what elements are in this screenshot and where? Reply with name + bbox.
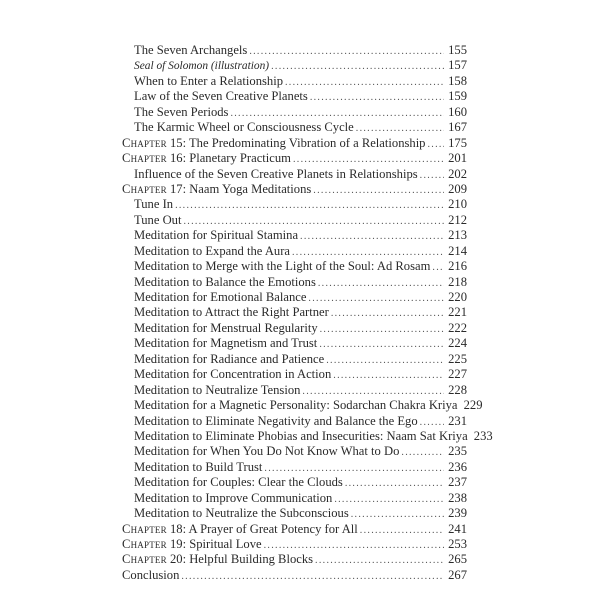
page-number: 224 <box>448 336 467 351</box>
toc-entry <box>122 414 467 429</box>
page-number: 167 <box>448 120 467 135</box>
dot-leader <box>432 260 444 275</box>
entry-text: 15: The Predominating Vibration of a Relationship <box>169 135 426 150</box>
page-number: 175 <box>448 135 467 150</box>
toc-entry <box>122 398 483 413</box>
page-number: 218 <box>448 274 467 289</box>
toc-entry-title <box>134 59 269 74</box>
toc-entry-title <box>122 136 425 151</box>
entry-text: Meditation to Improve Communication <box>134 490 333 505</box>
dot-leader <box>401 445 444 460</box>
toc-entry-title <box>122 537 262 552</box>
toc-entry <box>122 43 467 58</box>
dot-leader <box>320 322 444 337</box>
toc-entry-title <box>134 383 300 398</box>
entry-text: Meditation to Balance the Emotions <box>134 274 316 289</box>
entry-text: Meditation for Radiance and Patience <box>134 351 325 366</box>
toc-entry-title <box>134 367 331 382</box>
toc-entry <box>122 74 467 89</box>
toc-entry-title <box>134 244 290 259</box>
entry-text: When to Enter a Relationship <box>134 73 283 88</box>
entry-text: The Seven Periods <box>134 104 229 119</box>
toc-entry <box>122 213 467 228</box>
dot-leader <box>249 44 444 59</box>
toc-entry-title <box>134 89 308 104</box>
toc-entry-title <box>134 74 283 89</box>
page-number: 213 <box>448 228 467 243</box>
chapter-label: Chapter <box>122 151 167 166</box>
entry-text: Meditation to Eliminate Phobias and Insecurities: Naam Sat Kriya <box>134 428 468 443</box>
dot-leader <box>326 353 444 368</box>
page-number: 229 <box>463 398 483 413</box>
page-number: 222 <box>448 320 467 335</box>
entry-text: Meditation to Neutralize the Subconscious <box>134 506 349 521</box>
chapter-label: Chapter <box>122 552 167 567</box>
toc-entry-title <box>134 105 228 120</box>
page-number: 158 <box>448 73 467 88</box>
entry-text: The Seven Archangels <box>134 43 248 57</box>
toc-entry <box>122 460 467 475</box>
toc-entry-title <box>134 475 343 490</box>
page-number: 160 <box>448 104 467 119</box>
toc-entry <box>122 491 467 506</box>
dot-leader <box>310 90 444 105</box>
dot-leader <box>319 337 444 352</box>
toc-entry-title <box>134 228 298 243</box>
page-number: 216 <box>448 259 467 274</box>
toc-entry-title <box>134 491 332 506</box>
toc-entry-title <box>134 444 399 459</box>
dot-leader <box>334 492 444 507</box>
entry-text: Influence of the Seven Creative Planets in Relationships <box>134 166 418 181</box>
toc-entry-title <box>134 429 468 444</box>
page-number: 235 <box>448 444 467 459</box>
entry-text: The Karmic Wheel or Consciousness Cycle <box>134 120 354 135</box>
table-of-contents <box>122 43 493 583</box>
dot-leader <box>427 137 444 152</box>
toc-entry-title <box>122 151 291 166</box>
dot-leader <box>356 121 444 136</box>
dot-leader <box>300 229 444 244</box>
toc-chapter-entry <box>122 537 467 552</box>
chapter-label: Chapter <box>122 537 167 551</box>
chapter-label: Chapter <box>122 181 167 196</box>
toc-entry-title <box>122 182 311 197</box>
toc-entry-title <box>134 336 317 351</box>
toc-entry-title <box>134 290 306 305</box>
entry-text: Meditation to Eliminate Negativity and Balance the Ego <box>134 413 418 428</box>
toc-entry <box>122 105 467 120</box>
toc-entry-title <box>122 552 313 567</box>
dot-leader <box>181 569 444 584</box>
dot-leader <box>293 152 444 167</box>
entry-text: Meditation for Menstrual Regularity <box>134 320 318 335</box>
entry-text: Meditation for When You Do Not Know What to Do <box>134 444 400 459</box>
dot-leader <box>318 276 444 291</box>
toc-entry-title <box>134 120 354 135</box>
page-number: 221 <box>448 305 467 320</box>
page-number: 214 <box>448 243 467 258</box>
toc-entry <box>122 367 467 382</box>
entry-text: Meditation for a Magnetic Personality: Sodarchan Chakra Kriya <box>134 398 458 413</box>
entry-text: Meditation to Expand the Aura <box>134 243 290 258</box>
page-number: 253 <box>448 537 467 551</box>
entry-text: 18: A Prayer of Great Potency for All <box>169 521 358 536</box>
toc-entry <box>122 336 467 351</box>
dot-leader <box>420 415 444 430</box>
page-number: 237 <box>448 475 467 490</box>
entry-text: Meditation to Build Trust <box>134 459 263 474</box>
page-number: 159 <box>448 89 467 104</box>
entry-text: Meditation for Magnetism and Trust <box>134 336 318 351</box>
page-number: 155 <box>448 43 467 57</box>
toc-entry <box>122 58 467 73</box>
entry-text: Seal of Solomon (illustration) <box>134 60 270 73</box>
toc-entry-title <box>134 414 418 429</box>
page-number: 239 <box>448 506 467 521</box>
entry-text: Meditation for Couples: Clear the Clouds <box>134 475 343 490</box>
dot-leader <box>331 306 444 321</box>
entry-text: Tune Out <box>134 212 182 227</box>
toc-chapter-entry <box>122 136 467 151</box>
toc-entry <box>122 197 467 212</box>
page-number: 225 <box>448 351 467 366</box>
toc-entry <box>122 352 467 367</box>
page-number: 231 <box>448 413 467 428</box>
dot-leader <box>360 523 444 538</box>
toc-entry-title <box>134 352 324 367</box>
page-number: 220 <box>448 290 467 304</box>
page-number: 228 <box>448 382 467 397</box>
chapter-label: Chapter <box>122 135 167 150</box>
entry-text: Meditation to Neutralize Tension <box>134 382 301 397</box>
toc-chapter-entry <box>122 151 467 166</box>
dot-leader <box>264 538 444 553</box>
toc-chapter-entry <box>122 522 467 537</box>
dot-leader <box>175 198 444 213</box>
entry-text: 20: Helpful Building Blocks <box>169 552 314 567</box>
toc-entry <box>122 290 467 305</box>
toc-entry-title <box>134 43 247 58</box>
entry-text: Meditation for Emotional Balance <box>134 290 307 304</box>
page-number: 202 <box>448 166 467 181</box>
dot-leader <box>183 214 444 229</box>
page-number: 233 <box>473 428 493 443</box>
entry-text: Meditation to Merge with the Light of the Soul: Ad Rosam <box>134 259 431 274</box>
page-number: 238 <box>448 490 467 505</box>
page-number: 210 <box>448 197 467 212</box>
entry-text: Meditation for Spiritual Stamina <box>134 228 299 243</box>
dot-leader <box>313 183 444 198</box>
toc-entry <box>122 228 467 243</box>
toc-entry <box>122 259 467 274</box>
toc-entry-title <box>134 506 349 521</box>
toc-entry-title <box>134 197 173 212</box>
toc-entry <box>122 444 467 459</box>
toc-entry-title <box>134 398 458 413</box>
dot-leader <box>315 553 444 568</box>
dot-leader <box>308 291 444 306</box>
toc-entry-title <box>134 460 262 475</box>
page-number: 265 <box>448 552 467 567</box>
dot-leader <box>420 168 444 183</box>
toc-entry-title <box>134 259 430 274</box>
entry-text: Meditation for Concentration in Action <box>134 367 332 382</box>
toc-entry <box>122 244 467 259</box>
chapter-label: Chapter <box>122 521 167 536</box>
toc-entry-title <box>134 275 316 290</box>
toc-entry-title <box>134 305 329 320</box>
toc-entry <box>122 568 467 583</box>
dot-leader <box>230 106 444 121</box>
toc-entry <box>122 89 467 104</box>
page-number: 209 <box>448 181 467 196</box>
toc-entry <box>122 428 493 444</box>
dot-leader <box>292 245 444 260</box>
dot-leader <box>302 384 444 399</box>
toc-entry <box>122 305 467 320</box>
toc-entry <box>122 275 467 290</box>
toc-entry <box>122 475 467 490</box>
page-number: 212 <box>448 212 467 227</box>
entry-text: Law of the Seven Creative Planets <box>134 89 308 104</box>
toc-entry <box>122 167 467 182</box>
toc-entry-title <box>122 568 179 583</box>
entry-text: 17: Naam Yoga Meditations <box>169 181 312 196</box>
toc-chapter-entry <box>122 182 467 197</box>
dot-leader <box>351 507 444 522</box>
page-number: 236 <box>448 459 467 474</box>
page-number: 227 <box>448 367 467 382</box>
toc-entry-title <box>122 522 358 537</box>
page-number: 267 <box>448 567 467 582</box>
page-number: 241 <box>448 521 467 536</box>
entry-text: 19: Spiritual Love <box>169 537 262 551</box>
toc-entry-title <box>134 321 318 336</box>
toc-entry-title <box>134 213 181 228</box>
dot-leader <box>271 59 444 74</box>
toc-entry <box>122 383 467 398</box>
toc-chapter-entry <box>122 552 467 567</box>
page-number: 201 <box>448 151 467 166</box>
dot-leader <box>264 461 444 476</box>
dot-leader <box>345 476 444 491</box>
page-number: 157 <box>448 58 467 73</box>
dot-leader <box>333 368 444 383</box>
toc-entry <box>122 321 467 336</box>
entry-text: 16: Planetary Practicum <box>169 151 291 166</box>
toc-entry-title <box>134 167 418 182</box>
entry-text: Meditation to Attract the Right Partner <box>134 305 329 320</box>
entry-text: Tune In <box>134 197 174 212</box>
entry-text: Conclusion <box>122 567 180 582</box>
toc-entry <box>122 506 467 521</box>
toc-entry <box>122 120 467 135</box>
dot-leader <box>285 75 444 90</box>
